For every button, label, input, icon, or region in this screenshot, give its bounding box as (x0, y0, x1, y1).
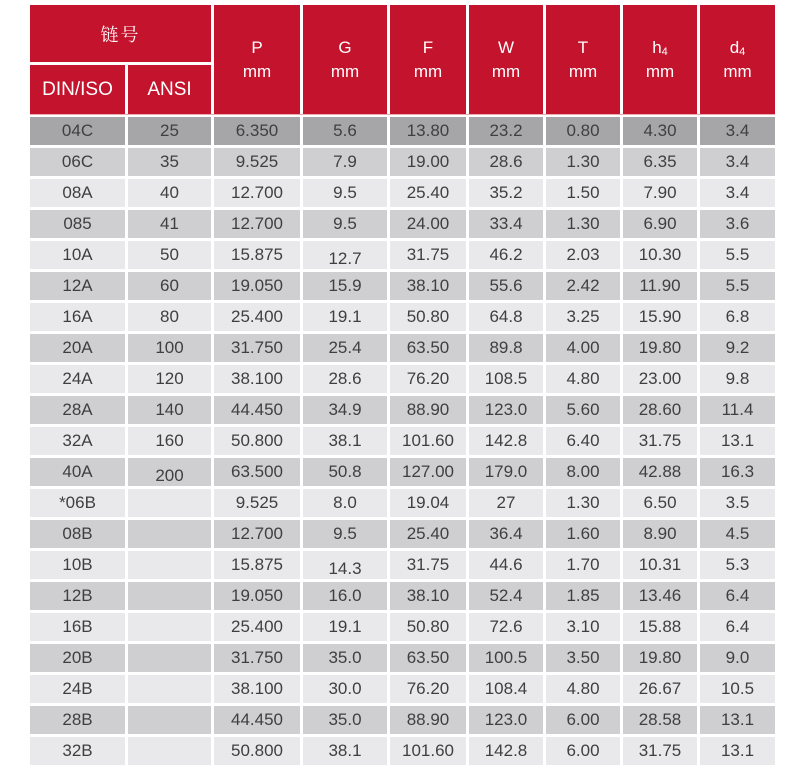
cell-din_iso: 06C (30, 148, 125, 176)
cell-g: 35.0 (303, 706, 387, 734)
cell-ansi: 41 (128, 210, 211, 238)
cell-h4: 11.90 (623, 272, 697, 300)
cell-p: 31.750 (214, 644, 300, 672)
cell-w: 123.0 (469, 396, 543, 424)
cell-p: 25.400 (214, 303, 300, 331)
cell-w: 108.5 (469, 365, 543, 393)
cell-ansi (128, 551, 211, 579)
cell-p: 38.100 (214, 675, 300, 703)
cell-t: 1.85 (546, 582, 620, 610)
cell-din_iso: 24A (30, 365, 125, 393)
cell-g: 16.0 (303, 582, 387, 610)
cell-h4: 42.88 (623, 458, 697, 486)
cell-g: 19.1 (303, 303, 387, 331)
cell-din_iso: 16B (30, 613, 125, 641)
cell-f: 13.80 (390, 117, 466, 145)
cell-din_iso: 10A (30, 241, 125, 269)
cell-g: 35.0 (303, 644, 387, 672)
cell-ansi (128, 675, 211, 703)
cell-t: 6.00 (546, 737, 620, 765)
table-row (30, 675, 775, 703)
cell-t: 2.42 (546, 272, 620, 300)
subscript: 4 (661, 46, 668, 58)
cell-w: 44.6 (469, 551, 543, 579)
cell-d4: 4.5 (700, 520, 775, 548)
table-row (30, 210, 775, 238)
cell-din_iso: 08A (30, 179, 125, 207)
cell-h4: 15.90 (623, 303, 697, 331)
cell-p: 12.700 (214, 179, 300, 207)
cell-ansi (128, 644, 211, 672)
cell-f: 19.00 (390, 148, 466, 176)
cell-g: 50.8 (303, 458, 387, 486)
cell-g: 12.7 (303, 241, 387, 269)
cell-w: 27 (469, 489, 543, 517)
cell-t: 8.00 (546, 458, 620, 486)
cell-din_iso: 20B (30, 644, 125, 672)
cell-d4: 11.4 (700, 396, 775, 424)
cell-d4: 13.1 (700, 706, 775, 734)
header-col-f-unit: mm (413, 62, 443, 81)
table-row (30, 458, 775, 486)
cell-d4: 3.6 (700, 210, 775, 238)
cell-h4: 26.67 (623, 675, 697, 703)
table-header (30, 5, 775, 114)
cell-din_iso: 20A (30, 334, 125, 362)
cell-t: 3.50 (546, 644, 620, 672)
cell-h4: 6.50 (623, 489, 697, 517)
table-row (30, 241, 775, 269)
cell-f: 31.75 (390, 241, 466, 269)
cell-h4: 31.75 (623, 427, 697, 455)
cell-g: 28.6 (303, 365, 387, 393)
cell-g: 9.5 (303, 520, 387, 548)
cell-t: 6.00 (546, 706, 620, 734)
cell-d4: 9.2 (700, 334, 775, 362)
cell-ansi: 35 (128, 148, 211, 176)
cell-d4: 6.8 (700, 303, 775, 331)
cell-h4: 13.46 (623, 582, 697, 610)
cell-f: 38.10 (390, 582, 466, 610)
header-col-g-unit: mm (330, 62, 360, 81)
cell-f: 63.50 (390, 334, 466, 362)
cell-d4: 6.4 (700, 613, 775, 641)
table-row (30, 396, 775, 424)
cell-g: 14.3 (303, 551, 387, 579)
cell-d4: 3.4 (700, 179, 775, 207)
cell-d4: 13.1 (700, 737, 775, 765)
cell-ansi (128, 520, 211, 548)
cell-h4: 4.30 (623, 117, 697, 145)
cell-ansi: 50 (128, 241, 211, 269)
cell-ansi: 25 (128, 117, 211, 145)
cell-t: 1.30 (546, 210, 620, 238)
cell-d4: 16.3 (700, 458, 775, 486)
cell-w: 142.8 (469, 427, 543, 455)
cell-g: 38.1 (303, 737, 387, 765)
cell-t: 4.00 (546, 334, 620, 362)
cell-din_iso: *06B (30, 489, 125, 517)
cell-w: 108.4 (469, 675, 543, 703)
cell-g: 19.1 (303, 613, 387, 641)
cell-t: 1.60 (546, 520, 620, 548)
cell-g: 30.0 (303, 675, 387, 703)
cell-din_iso: 04C (30, 117, 125, 145)
header-ansi (128, 65, 211, 114)
cell-h4: 28.58 (623, 706, 697, 734)
cell-p: 38.100 (214, 365, 300, 393)
cell-w: 55.6 (469, 272, 543, 300)
cell-p: 6.350 (214, 117, 300, 145)
cell-p: 12.700 (214, 520, 300, 548)
cell-w: 46.2 (469, 241, 543, 269)
cell-din_iso: 16A (30, 303, 125, 331)
header-col-d4-letter: d4 (729, 38, 746, 58)
cell-g: 25.4 (303, 334, 387, 362)
table-row (30, 179, 775, 207)
cell-w: 28.6 (469, 148, 543, 176)
table-row (30, 117, 775, 145)
header-ansi-label: ANSI (147, 78, 192, 100)
subscript: 4 (739, 46, 746, 58)
cell-din_iso: 085 (30, 210, 125, 238)
cell-ansi (128, 737, 211, 765)
header-din-iso (30, 65, 125, 114)
table-row (30, 613, 775, 641)
cell-p: 15.875 (214, 551, 300, 579)
cell-g: 9.5 (303, 210, 387, 238)
cell-p: 50.800 (214, 737, 300, 765)
header-col-p (214, 5, 300, 114)
cell-f: 63.50 (390, 644, 466, 672)
cell-g: 38.1 (303, 427, 387, 455)
cell-f: 31.75 (390, 551, 466, 579)
cell-ansi: 120 (128, 365, 211, 393)
cell-din_iso: 32B (30, 737, 125, 765)
cell-w: 23.2 (469, 117, 543, 145)
cell-ansi: 80 (128, 303, 211, 331)
cell-p: 50.800 (214, 427, 300, 455)
cell-ansi: 140 (128, 396, 211, 424)
cell-p: 19.050 (214, 582, 300, 610)
table-row (30, 272, 775, 300)
header-col-t-unit: mm (568, 62, 598, 81)
table-row (30, 148, 775, 176)
cell-h4: 8.90 (623, 520, 697, 548)
cell-h4: 19.80 (623, 644, 697, 672)
cell-h4: 10.31 (623, 551, 697, 579)
cell-h4: 10.30 (623, 241, 697, 269)
cell-p: 44.450 (214, 706, 300, 734)
cell-w: 89.8 (469, 334, 543, 362)
cell-ansi (128, 489, 211, 517)
cell-d4: 3.5 (700, 489, 775, 517)
cell-ansi: 60 (128, 272, 211, 300)
cell-d4: 9.0 (700, 644, 775, 672)
cell-p: 63.500 (214, 458, 300, 486)
cell-p: 19.050 (214, 272, 300, 300)
cell-d4: 3.4 (700, 117, 775, 145)
header-col-d4 (700, 5, 775, 114)
cell-w: 179.0 (469, 458, 543, 486)
cell-din_iso: 12B (30, 582, 125, 610)
table-row (30, 427, 775, 455)
cell-h4: 19.80 (623, 334, 697, 362)
cell-g: 7.9 (303, 148, 387, 176)
cell-p: 25.400 (214, 613, 300, 641)
cell-d4: 5.5 (700, 241, 775, 269)
cell-h4: 28.60 (623, 396, 697, 424)
cell-din_iso: 28A (30, 396, 125, 424)
header-chain-number-label: 链号 (100, 24, 141, 45)
cell-ansi (128, 582, 211, 610)
cell-g: 5.6 (303, 117, 387, 145)
cell-h4: 6.90 (623, 210, 697, 238)
cell-din_iso: 08B (30, 520, 125, 548)
cell-t: 2.03 (546, 241, 620, 269)
header-col-h4-letter: h4 (652, 38, 668, 58)
cell-f: 25.40 (390, 520, 466, 548)
cell-f: 76.20 (390, 675, 466, 703)
cell-t: 4.80 (546, 675, 620, 703)
cell-w: 35.2 (469, 179, 543, 207)
cell-g: 8.0 (303, 489, 387, 517)
cell-w: 142.8 (469, 737, 543, 765)
cell-p: 9.525 (214, 489, 300, 517)
cell-p: 12.700 (214, 210, 300, 238)
cell-d4: 5.3 (700, 551, 775, 579)
cell-t: 0.80 (546, 117, 620, 145)
cell-f: 50.80 (390, 613, 466, 641)
cell-f: 88.90 (390, 706, 466, 734)
cell-t: 3.10 (546, 613, 620, 641)
cell-din_iso: 10B (30, 551, 125, 579)
table-row (30, 334, 775, 362)
cell-f: 88.90 (390, 396, 466, 424)
header-din-iso-label: DIN/ISO (42, 78, 113, 100)
cell-f: 24.00 (390, 210, 466, 238)
cell-h4: 15.88 (623, 613, 697, 641)
cell-f: 50.80 (390, 303, 466, 331)
cell-ansi: 100 (128, 334, 211, 362)
header-col-w-letter: W (497, 38, 515, 57)
cell-din_iso: 32A (30, 427, 125, 455)
table-row (30, 644, 775, 672)
header-col-d4-unit: mm (723, 62, 752, 81)
header-col-f (390, 5, 466, 114)
cell-ansi: 200 (128, 458, 211, 486)
header-col-t (546, 5, 620, 114)
cell-f: 25.40 (390, 179, 466, 207)
cell-f: 19.04 (390, 489, 466, 517)
cell-t: 3.25 (546, 303, 620, 331)
table-row (30, 365, 775, 393)
cell-h4: 23.00 (623, 365, 697, 393)
cell-d4: 13.1 (700, 427, 775, 455)
cell-ansi (128, 706, 211, 734)
cell-w: 64.8 (469, 303, 543, 331)
cell-d4: 9.8 (700, 365, 775, 393)
cell-f: 38.10 (390, 272, 466, 300)
header-chain-number (30, 5, 211, 62)
cell-d4: 5.5 (700, 272, 775, 300)
spec-table (30, 5, 775, 765)
cell-t: 4.80 (546, 365, 620, 393)
header-col-p-unit: mm (242, 62, 272, 81)
cell-f: 127.00 (390, 458, 466, 486)
cell-w: 100.5 (469, 644, 543, 672)
table-row (30, 489, 775, 517)
cell-p: 44.450 (214, 396, 300, 424)
cell-t: 5.60 (546, 396, 620, 424)
cell-p: 9.525 (214, 148, 300, 176)
table-body (30, 117, 775, 765)
cell-t: 1.50 (546, 179, 620, 207)
cell-t: 1.30 (546, 489, 620, 517)
cell-w: 123.0 (469, 706, 543, 734)
cell-h4: 6.35 (623, 148, 697, 176)
cell-d4: 10.5 (700, 675, 775, 703)
cell-ansi (128, 613, 211, 641)
cell-g: 15.9 (303, 272, 387, 300)
cell-p: 31.750 (214, 334, 300, 362)
cell-din_iso: 40A (30, 458, 125, 486)
cell-t: 1.30 (546, 148, 620, 176)
header-col-p-letter: P (251, 38, 263, 57)
header-col-g (303, 5, 387, 114)
header-col-h4 (623, 5, 697, 114)
cell-f: 101.60 (390, 737, 466, 765)
table-row (30, 582, 775, 610)
cell-w: 33.4 (469, 210, 543, 238)
cell-ansi: 160 (128, 427, 211, 455)
table-row (30, 706, 775, 734)
table-row (30, 520, 775, 548)
cell-d4: 6.4 (700, 582, 775, 610)
header-col-t-letter: T (577, 38, 589, 57)
table-row (30, 737, 775, 765)
cell-g: 34.9 (303, 396, 387, 424)
cell-f: 101.60 (390, 427, 466, 455)
cell-t: 6.40 (546, 427, 620, 455)
cell-g: 9.5 (303, 179, 387, 207)
cell-w: 72.6 (469, 613, 543, 641)
table-row (30, 551, 775, 579)
cell-p: 15.875 (214, 241, 300, 269)
table-row (30, 303, 775, 331)
cell-ansi: 40 (128, 179, 211, 207)
cell-d4: 3.4 (700, 148, 775, 176)
cell-h4: 7.90 (623, 179, 697, 207)
header-col-f-letter: F (422, 38, 434, 57)
cell-w: 52.4 (469, 582, 543, 610)
cell-t: 1.70 (546, 551, 620, 579)
header-col-g-letter: G (338, 38, 352, 57)
header-col-h4-unit: mm (645, 62, 675, 81)
header-col-w (469, 5, 543, 114)
cell-w: 36.4 (469, 520, 543, 548)
cell-din_iso: 24B (30, 675, 125, 703)
cell-h4: 31.75 (623, 737, 697, 765)
cell-din_iso: 28B (30, 706, 125, 734)
cell-din_iso: 12A (30, 272, 125, 300)
cell-f: 76.20 (390, 365, 466, 393)
header-col-w-unit: mm (491, 62, 521, 81)
